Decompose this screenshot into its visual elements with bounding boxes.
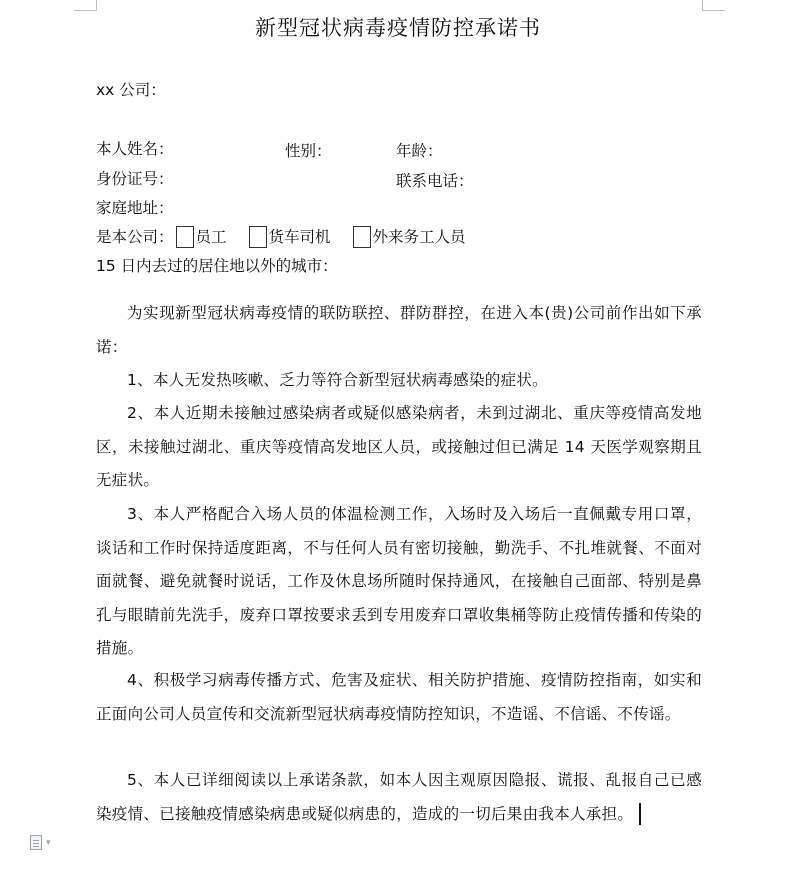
role-option-driver[interactable] bbox=[247, 226, 331, 248]
commitment-2: 2、本人近期未接触过感染病者或疑似感染病者，未到过湖北、重庆等疫情高发地区，未接触过湖北、重庆等疫情高发地区人员，或接触过但已满足 14 天医学观察期且无症状。 bbox=[96, 404, 702, 489]
document-title: 新型冠状病毒疫情防控承诺书 bbox=[255, 16, 541, 40]
text-cursor bbox=[639, 803, 641, 825]
chevron-down-icon: ▾ bbox=[46, 837, 51, 848]
gender-label: 性别： bbox=[285, 142, 332, 160]
company-role-row bbox=[96, 226, 486, 248]
name-label: 本人姓名： bbox=[96, 140, 174, 158]
addressee: xx 公司： bbox=[96, 81, 166, 99]
worker-label: 外来务工人员 bbox=[372, 228, 466, 246]
commitment-4: 4、积极学习病毒传播方式、危害及症状、相关防护措施、疫情防控指南，如实和正面向公司人员宣传和交流新型冠状病毒疫情防控知识，不造谣、不信谣、不传谣。 bbox=[96, 671, 702, 723]
commitment-5-text: 5、本人已详细阅读以上承诺条款，如本人因主观原因隐报、谎报、乱报自己已感染疫情、已接触疫情感染病患或疑似病患的，造成的一切后果由我本人承担。 bbox=[96, 771, 702, 823]
commitment-3: 3、本人严格配合入场人员的体温检测工作，入场时及入场后一直佩戴专用口罩，谈话和工作时保持适度距离，不与任何人员有密切接触，勤洗手、不扎堆就餐、不面对面就餐、避免就餐时说话，工作及休息场所随时保持通风，在接触自己面部、特别是鼻孔与眼睛前先洗手，废弃口罩按要求丢到专用废弃口罩收集桶等防止疫情传播和传染的措施。 bbox=[96, 505, 702, 657]
id-number-label: 身份证号： bbox=[96, 170, 174, 188]
address-label: 家庭地址： bbox=[96, 199, 174, 217]
document-sheet-icon bbox=[30, 835, 42, 850]
document-options-icon[interactable] bbox=[30, 835, 51, 850]
margin-corner-top-right bbox=[702, 0, 725, 11]
commitment-5 bbox=[96, 764, 702, 831]
employee-label: 员工 bbox=[195, 228, 227, 246]
intro-paragraph: 为实现新型冠状病毒疫情的联防联控、群防群控，在进入本(贵)公司前作出如下承诺： bbox=[96, 304, 702, 356]
employee-checkbox[interactable] bbox=[176, 226, 194, 248]
phone-label: 联系电话： bbox=[396, 172, 474, 190]
role-option-worker[interactable] bbox=[351, 226, 466, 248]
margin-corner-top-left bbox=[74, 0, 97, 11]
driver-label: 货车司机 bbox=[268, 228, 331, 246]
role-option-employee[interactable] bbox=[174, 226, 227, 248]
worker-checkbox[interactable] bbox=[353, 226, 371, 248]
cities-visited-label: 15 日内去过的居住地以外的城市： bbox=[96, 257, 338, 275]
company-role-label: 是本公司： bbox=[96, 228, 174, 246]
driver-checkbox[interactable] bbox=[249, 226, 267, 248]
commitment-1: 1、本人无发热咳嗽、乏力等符合新型冠状病毒感染的症状。 bbox=[127, 371, 548, 389]
age-label: 年龄： bbox=[396, 142, 443, 160]
